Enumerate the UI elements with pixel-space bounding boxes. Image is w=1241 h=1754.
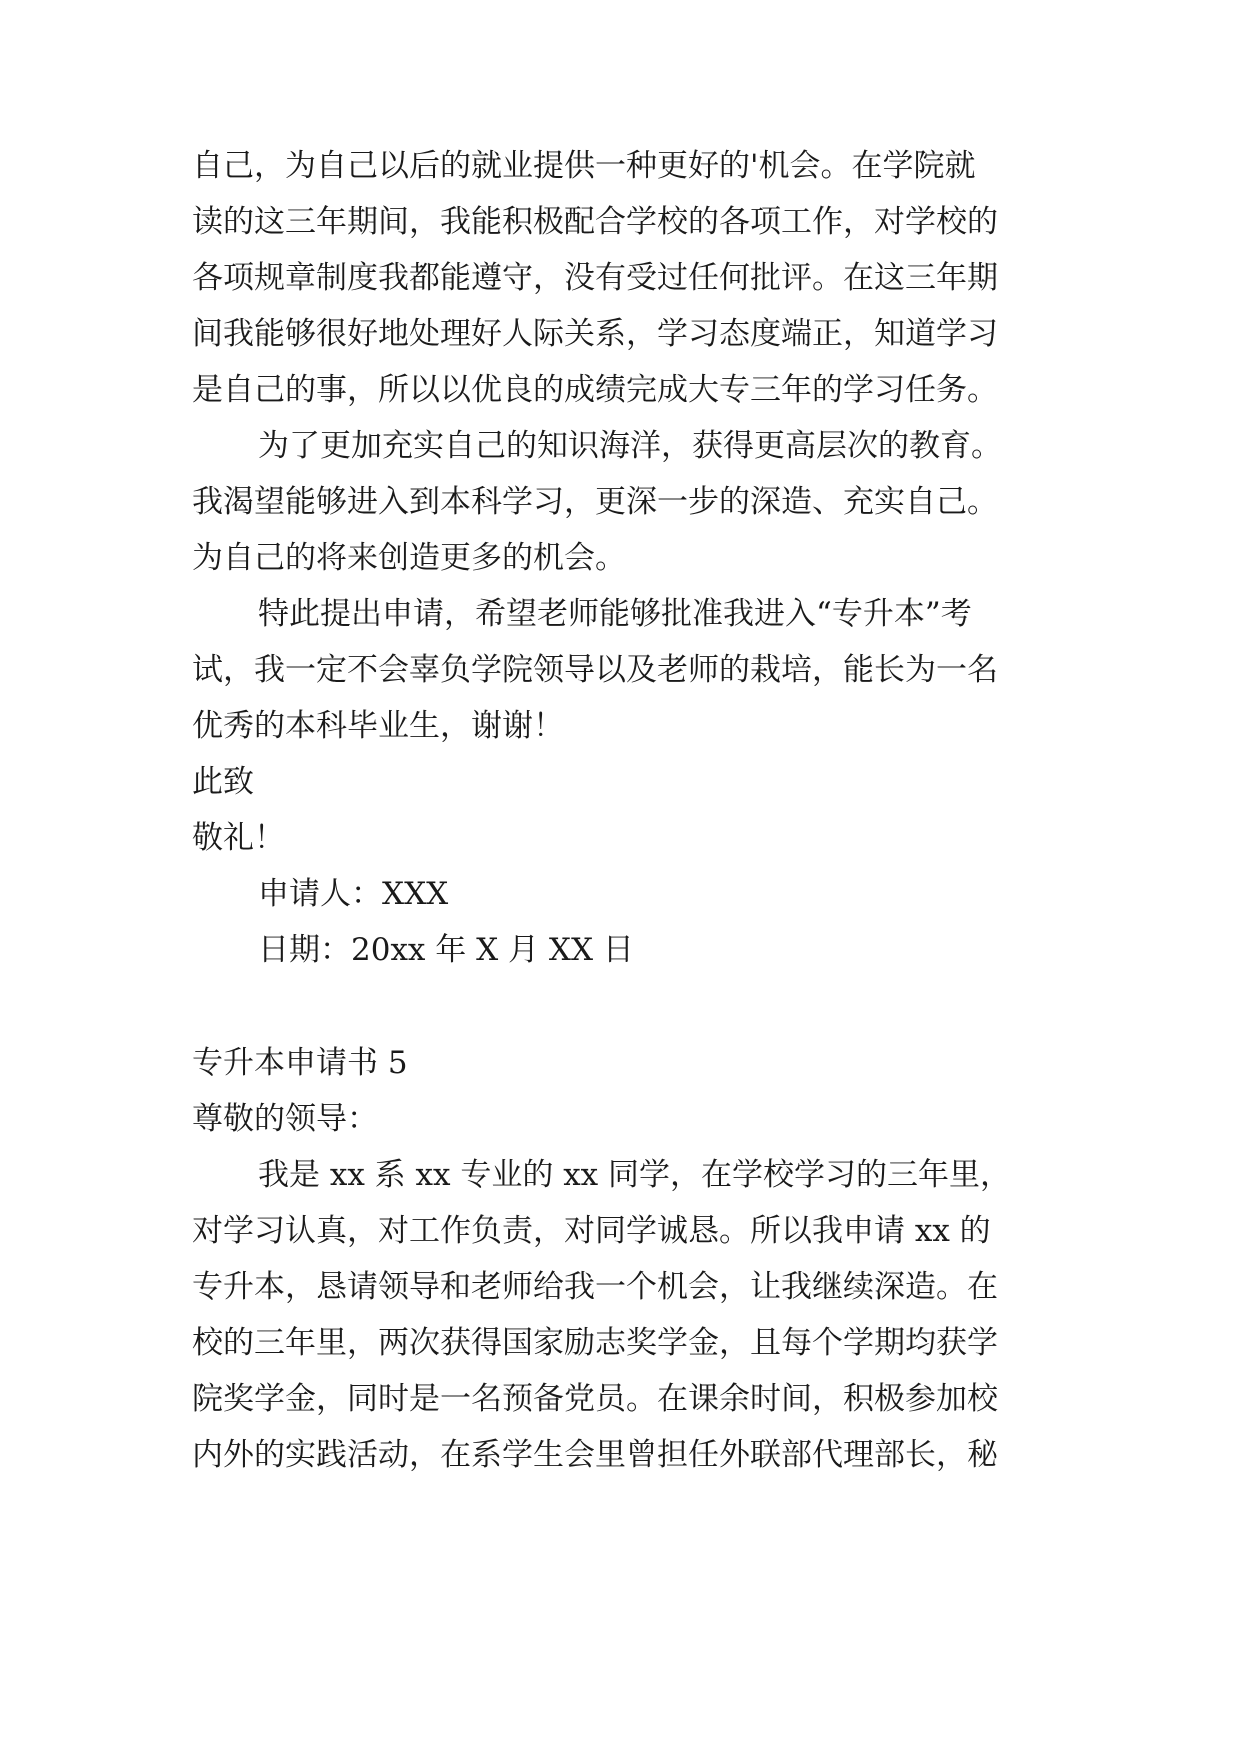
paragraph-line: 是自己的事，所以以优良的成绩完成大专三年的学习任务。 [192, 372, 998, 408]
paragraph-line: 试，我一定不会辜负学院领导以及老师的栽培，能长为一名 [192, 652, 998, 688]
paragraph-line: 特此提出申请，希望老师能够批准我进入“专升本”考 [258, 596, 972, 632]
paragraph-line: 对学习认真，对工作负责，对同学诚恳。所以我申请 xx 的 [192, 1213, 991, 1249]
paragraph-line: 自己，为自己以后的就业提供一种更好的'机会。在学院就 [192, 148, 976, 184]
paragraph-line: 内外的实践活动，在系学生会里曾担任外联部代理部长，秘 [192, 1437, 998, 1473]
closing-line: 此致 [192, 764, 254, 800]
paragraph-line: 读的这三年期间，我能积极配合学校的各项工作，对学校的 [192, 204, 998, 240]
paragraph-line: 院奖学金，同时是一名预备党员。在课余时间，积极参加校 [192, 1381, 998, 1417]
paragraph-line: 间我能够很好地处理好人际关系，学习态度端正，知道学习 [192, 316, 998, 352]
paragraph-line: 我渴望能够进入到本科学习，更深一步的深造、充实自己。 [192, 484, 998, 520]
closing-line: 敬礼！ [192, 820, 285, 856]
section-title: 专升本申请书 5 [192, 1045, 408, 1081]
paragraph-line: 我是 xx 系 xx 专业的 xx 同学，在学校学习的三年里， [258, 1157, 1012, 1193]
salutation: 尊敬的领导： [192, 1101, 378, 1137]
applicant-signature: 申请人：XXX [258, 876, 449, 912]
paragraph-line: 为了更加充实自己的知识海洋，获得更高层次的教育。 [258, 428, 1002, 464]
paragraph-line: 专升本，恳请领导和老师给我一个机会，让我继续深造。在 [192, 1269, 998, 1305]
paragraph-line: 校的三年里，两次获得国家励志奖学金，且每个学期均获学 [192, 1325, 998, 1361]
paragraph-line: 为自己的将来创造更多的机会。 [192, 540, 626, 576]
signature-date: 日期：20xx 年 X 月 XX 日 [258, 932, 634, 968]
paragraph-line: 优秀的本科毕业生，谢谢！ [192, 708, 564, 744]
paragraph-line: 各项规章制度我都能遵守，没有受过任何批评。在这三年期 [192, 260, 998, 296]
